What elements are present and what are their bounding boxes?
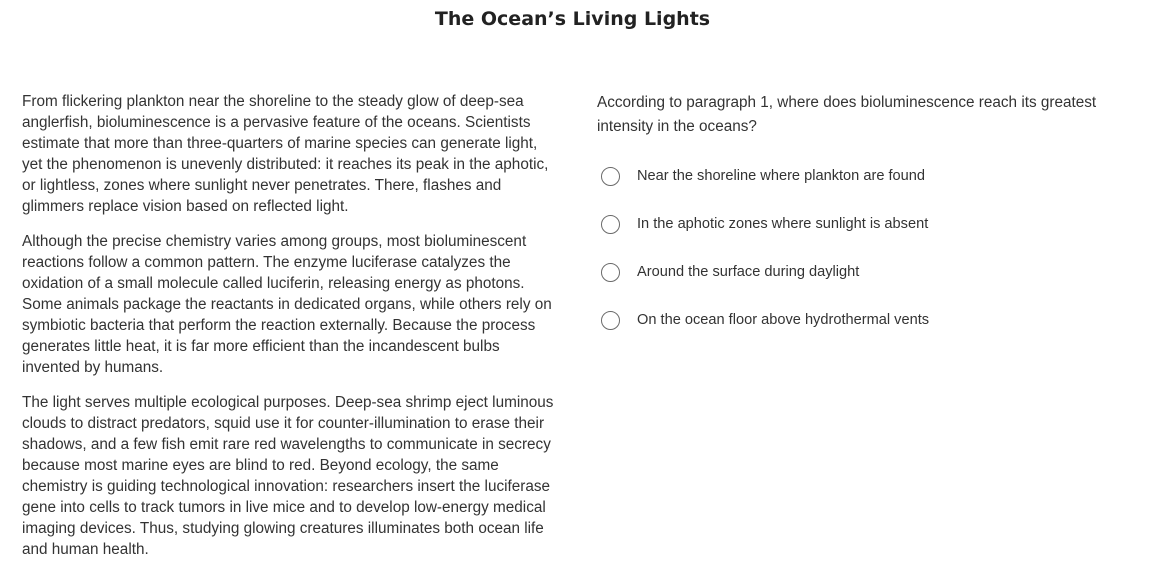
answer-option-a[interactable] (597, 167, 1137, 215)
passage-paragraph-1: From flickering plankton near the shoreline to the steady glow of deep-sea anglerfish, bioluminescence is a pervasive feature of the oceans. Scientists estimate that more than three-quarters of marine species can generate light, yet the phenomenon is unevenly distributed: it reaches its peak in the aphotic, or lightless, zones where sunlight never penetrates. There, flashes and glimmers replace vision based on reflected light. (22, 93, 549, 215)
radio-button-d[interactable] (601, 311, 620, 330)
answer-option-label: In the aphotic zones where sunlight is absent (637, 216, 929, 232)
answer-option-c[interactable] (597, 263, 1137, 311)
answer-option-label: Near the shoreline where plankton are found (637, 168, 926, 184)
radio-button-a[interactable] (601, 167, 620, 186)
answer-options (597, 167, 1137, 359)
radio-button-c[interactable] (601, 263, 620, 282)
passage-paragraph-2: Although the precise chemistry varies among groups, most bioluminescent reactions follow a common pattern. The enzyme luciferase catalyzes the oxidation of a small molecule called luciferin, releasing energy as photons. Some animals package the reactants in dedicated organs, while others rely on symbiotic bacteria that perform the reaction externally. Because the process generates little heat, it is far more efficient than the incandescent bulbs invented by humans. (22, 233, 552, 376)
answer-option-d[interactable] (597, 311, 1137, 359)
answer-option-label: On the ocean floor above hydrothermal vents (637, 312, 930, 328)
radio-button-b[interactable] (601, 215, 620, 234)
reading-passage (22, 91, 554, 574)
answer-option-label: Around the surface during daylight (637, 264, 860, 280)
question-panel (597, 91, 1137, 359)
question-prompt: According to paragraph 1, where does bioluminescence reach its greatest intensity in the oceans? (597, 94, 1097, 135)
page-title: The Ocean’s Living Lights (434, 8, 711, 30)
passage-paragraph-3: The light serves multiple ecological purposes. Deep-sea shrimp eject luminous clouds to distract predators, squid use it for counter-illumination to erase their shadows, and a few fish emit rare red wavelengths to communicate in secrecy because most marine eyes are blind to red. Beyond ecology, the same chemistry is guiding technological innovation: researchers insert the luciferase gene into cells to track tumors in live mice and to develop low-energy medical imaging devices. Thus, studying glowing creatures illuminates both ocean life and human health. (22, 394, 554, 558)
answer-option-b[interactable] (597, 215, 1137, 263)
